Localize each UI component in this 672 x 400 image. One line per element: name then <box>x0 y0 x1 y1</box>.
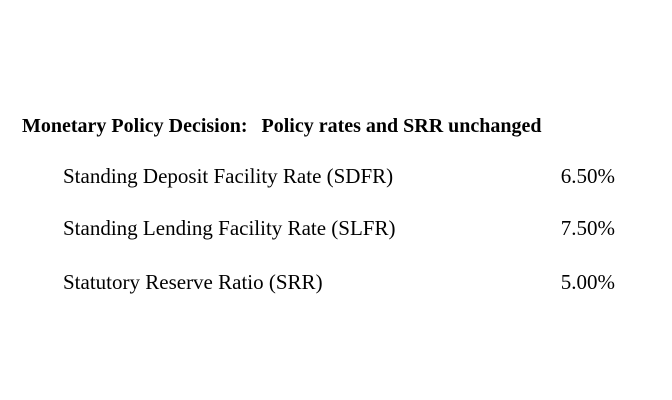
rate-row-srr <box>63 267 623 297</box>
rate-value: 5.00% <box>560 270 615 294</box>
policy-decision-heading <box>22 112 542 140</box>
rate-row-slfr <box>63 213 623 243</box>
rate-value: 6.50% <box>560 164 615 188</box>
rate-label: Standing Deposit Facility Rate (SDFR) <box>63 164 394 188</box>
rate-value: 7.50% <box>560 216 615 240</box>
rate-label: Statutory Reserve Ratio (SRR) <box>63 270 323 294</box>
heading-label: Monetary Policy Decision: <box>22 115 248 137</box>
rate-row-sdfr <box>63 161 623 191</box>
heading-text: Policy rates and SRR unchanged <box>261 115 542 137</box>
rate-label: Standing Lending Facility Rate (SLFR) <box>63 216 396 240</box>
